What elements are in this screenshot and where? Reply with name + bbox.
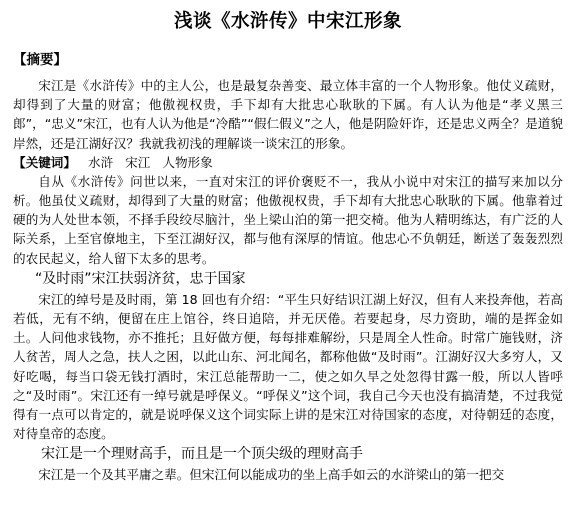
abstract-heading: 【摘要】 <box>13 52 67 68</box>
keyword-item: 人物形象 <box>162 154 213 170</box>
section-paragraph-jishiyu: 宋江的绰号是及时雨，第 18 回也有介绍：“平生只好结识江湖上好汉，但有人来投奔他，若高若低，无有不纳，便留在庄上馆谷，终日追陪，并无厌倦。若要起身，尽力资助，端的是挥金如土。人问他求钱物，亦不推托；且好做方便，每每排难解纷，只是周全人性命。时常广施钱财，济人贫苦，周人之急，扶人之困，以此山东、河北闻名，都称他做“及时雨”。江湖好汉大多穷人，又好吃喝，每当口袋无钱打酒时，宋江总能帮助一二，使之如久旱之处忽得甘露一般，所以人皆呼之“及时雨”。宋江还有一绰号就是呼保义。“呼保义”这个词，我自己今天也没有搞清楚，不过我觉得有一点可以肯定的，就是说呼保义这个词实际上讲的是宋江对待国家的态度，对待朝廷的态度，对待皇帝的态度。 <box>13 291 563 442</box>
keywords-line <box>13 153 563 172</box>
keyword-item: 宋江 <box>125 154 151 170</box>
abstract-paragraph: 宋江是《水浒传》中的主人公，也是最复杂善变、最立体丰富的一个人物形象。他仗义疏财，却得到了大量的财富；他傲视权贵，手下却有大批忠心耿耿的下属。有人认为他是“孝义黑三郎”，“忠义”宋江，也有人认为他是“冷酷”“假仁假义”之人，他是阴险奸诈，还是忠义两全？是道貌岸然，还是江湖好汉？我就我初浅的理解谈一谈宋江的形象。 <box>13 78 563 151</box>
section-heading-licai: 宋江是一个理财高手，而且是一个顶尖级的理财高手 <box>41 446 363 463</box>
keyword-item: 水浒 <box>87 154 114 170</box>
section-paragraph-licai: 宋江是一个及其平庸之辈。但宋江何以能成功的坐上高手如云的水浒梁山的第一把交 <box>38 467 505 483</box>
document-title: 浅谈《水浒传》中宋江形象 <box>173 11 402 32</box>
section-heading-jishiyu: “及时雨”宋江扶弱济贫，忠于国家 <box>35 270 246 287</box>
keywords-label: 【关键词】 <box>13 154 76 170</box>
intro-paragraph: 自从《水浒传》问世以来，一直对宋江的评价褒贬不一，我从小说中对宋江的描写来加以分析。他虽仗义疏财，却得到了大量的财富；他傲视权贵，手下却有大批忠心耿耿的下属。他靠着过硬的为人处世本领，不择手段绞尽脑汁，坐上梁山泊的第一把交椅。他为人精明练达，有广泛的人际关系，上至官僚地主，下至江湖好汉，都与他有深厚的情谊。他忠心不负朝廷，断送了轰轰烈烈的农民起义，给人留下太多的思考。 <box>13 173 563 266</box>
